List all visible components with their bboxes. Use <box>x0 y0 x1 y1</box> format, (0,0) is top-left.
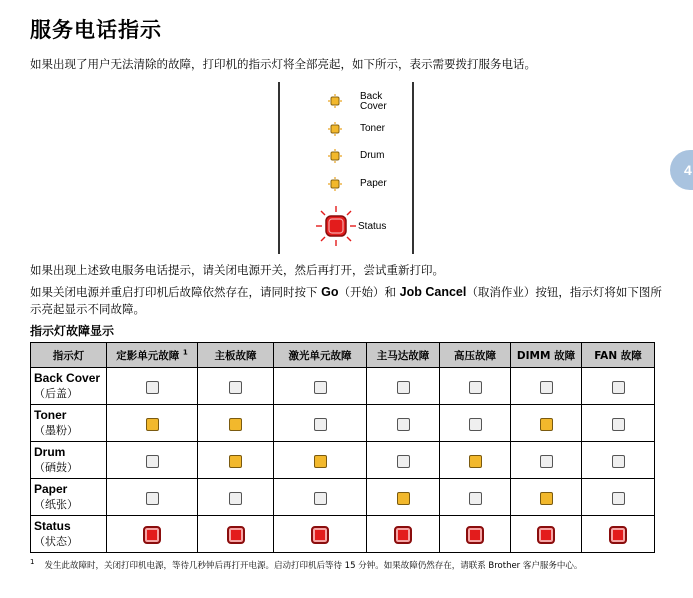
led-state-cell <box>198 368 274 405</box>
off-led-icon <box>229 492 242 505</box>
off-led-icon <box>612 381 625 394</box>
off-led-icon <box>397 455 410 468</box>
led-state-cell <box>511 405 582 442</box>
off-led-icon <box>229 381 242 394</box>
red-led-icon <box>143 526 161 544</box>
led-state-cell <box>107 368 198 405</box>
footnote: $^1$ 发生此故障时，关闭打印机电源，等待几秒钟后再打开电源。启动打印机后等待 15 分钟。如果故障仍然存在，请联系 Brother 客户服务中心。 <box>30 558 583 571</box>
col-header-fuser: 定影单元故障 $^1$ <box>107 343 198 368</box>
panel-label-drum: Drum <box>360 150 385 161</box>
led-state-cell <box>367 368 440 405</box>
red-led-icon <box>311 526 329 544</box>
led-state-cell <box>440 442 511 479</box>
led-state-cell <box>511 479 582 516</box>
go-button-name: Go <box>321 285 339 299</box>
panel-label-status: Status <box>358 221 387 232</box>
off-led-icon <box>397 381 410 394</box>
col-header-laser: 激光单元故障 <box>274 343 367 368</box>
amber-led-icon <box>328 122 342 136</box>
row-label: Paper （纸张） <box>31 479 107 516</box>
red-led-icon <box>227 526 245 544</box>
red-led-icon <box>609 526 627 544</box>
amber-led-icon <box>328 177 342 191</box>
paragraph-restart: 如果出现上述致电服务电话提示，请关闭电源开关，然后再打开，尝试重新打印。 <box>30 263 444 277</box>
table-row-drum <box>31 442 655 479</box>
led-state-cell <box>107 405 198 442</box>
table-row-paper <box>31 479 655 516</box>
table-row-status <box>31 516 655 553</box>
amber-led-icon <box>540 492 553 505</box>
led-state-cell <box>274 516 367 553</box>
row-label: Status （状态） <box>31 516 107 553</box>
led-state-cell <box>367 516 440 553</box>
red-led-icon <box>537 526 555 544</box>
amber-led-icon <box>540 418 553 431</box>
led-state-cell <box>511 368 582 405</box>
led-state-cell <box>274 442 367 479</box>
chapter-number: 4 <box>684 162 692 178</box>
paragraph-buttons: 如果关闭电源并重启打印机后故障依然存在，请同时按下 Go（开始）和 Job Cancel（取消作业）按钮，指示灯将如下图所示亮起显示不同故障。 <box>30 285 662 316</box>
amber-led-icon <box>469 455 482 468</box>
led-state-cell <box>198 405 274 442</box>
led-state-cell <box>440 368 511 405</box>
off-led-icon <box>469 381 482 394</box>
status-red-led-icon <box>316 206 356 246</box>
amber-led-icon <box>328 149 342 163</box>
led-state-cell <box>582 368 655 405</box>
col-header-led: 指示灯 <box>31 343 107 368</box>
row-label: Back Cover （后盖） <box>31 368 107 405</box>
table-row-back-cover <box>31 368 655 405</box>
led-state-cell <box>274 405 367 442</box>
red-led-icon <box>466 526 484 544</box>
led-fault-table <box>30 342 655 553</box>
page-title: 服务电话指示 <box>30 18 162 42</box>
off-led-icon <box>314 418 327 431</box>
led-state-cell <box>582 442 655 479</box>
off-led-icon <box>612 455 625 468</box>
led-state-cell <box>367 442 440 479</box>
panel-label-toner: Toner <box>360 123 386 134</box>
intro-text: 如果出现了用户无法清除的故障，打印机的指示灯将全部亮起，如下所示，表示需要拨打服务电话。 <box>30 57 536 71</box>
off-led-icon <box>314 381 327 394</box>
led-state-cell <box>274 479 367 516</box>
row-label: Toner （墨粉） <box>31 405 107 442</box>
led-state-cell <box>198 442 274 479</box>
led-state-cell <box>511 442 582 479</box>
off-led-icon <box>612 418 625 431</box>
col-header-dimm: DIMM 故障 <box>511 343 582 368</box>
off-led-icon <box>540 381 553 394</box>
off-led-icon <box>146 492 159 505</box>
led-state-cell <box>440 516 511 553</box>
amber-led-icon <box>146 418 159 431</box>
off-led-icon <box>314 492 327 505</box>
off-led-icon <box>469 492 482 505</box>
led-state-cell <box>367 479 440 516</box>
off-led-icon <box>469 418 482 431</box>
control-panel-diagram <box>278 82 414 254</box>
off-led-icon <box>146 455 159 468</box>
led-state-cell <box>198 479 274 516</box>
panel-label-paper: Paper <box>360 178 387 189</box>
off-led-icon <box>397 418 410 431</box>
led-state-cell <box>511 516 582 553</box>
amber-led-icon <box>397 492 410 505</box>
led-state-cell <box>582 479 655 516</box>
red-led-icon <box>394 526 412 544</box>
led-state-cell <box>367 405 440 442</box>
led-state-cell <box>440 405 511 442</box>
col-header-fan: FAN 故障 <box>582 343 655 368</box>
job-cancel-button-name: Job Cancel <box>399 285 467 299</box>
off-led-icon <box>540 455 553 468</box>
footnote-mark: 1 <box>182 348 188 356</box>
panel-label-back-cover: Back Cover <box>360 91 387 112</box>
row-label: Drum （硒鼓） <box>31 442 107 479</box>
col-header-motor: 主马达故障 <box>367 343 440 368</box>
led-state-cell <box>440 479 511 516</box>
led-state-cell <box>107 442 198 479</box>
off-led-icon <box>146 381 159 394</box>
section-title: 指示灯故障显示 <box>30 324 115 338</box>
col-header-hv: 高压故障 <box>440 343 511 368</box>
amber-led-icon <box>229 455 242 468</box>
led-state-cell <box>582 516 655 553</box>
col-header-mainboard: 主板故障 <box>198 343 274 368</box>
led-state-cell <box>107 479 198 516</box>
led-state-cell <box>582 405 655 442</box>
led-state-cell <box>198 516 274 553</box>
amber-led-icon <box>229 418 242 431</box>
off-led-icon <box>612 492 625 505</box>
amber-led-icon <box>314 455 327 468</box>
table-row-toner <box>31 405 655 442</box>
chapter-tab <box>670 150 693 190</box>
table-header-row <box>31 343 655 368</box>
led-state-cell <box>107 516 198 553</box>
amber-led-icon <box>328 94 342 108</box>
led-state-cell <box>274 368 367 405</box>
